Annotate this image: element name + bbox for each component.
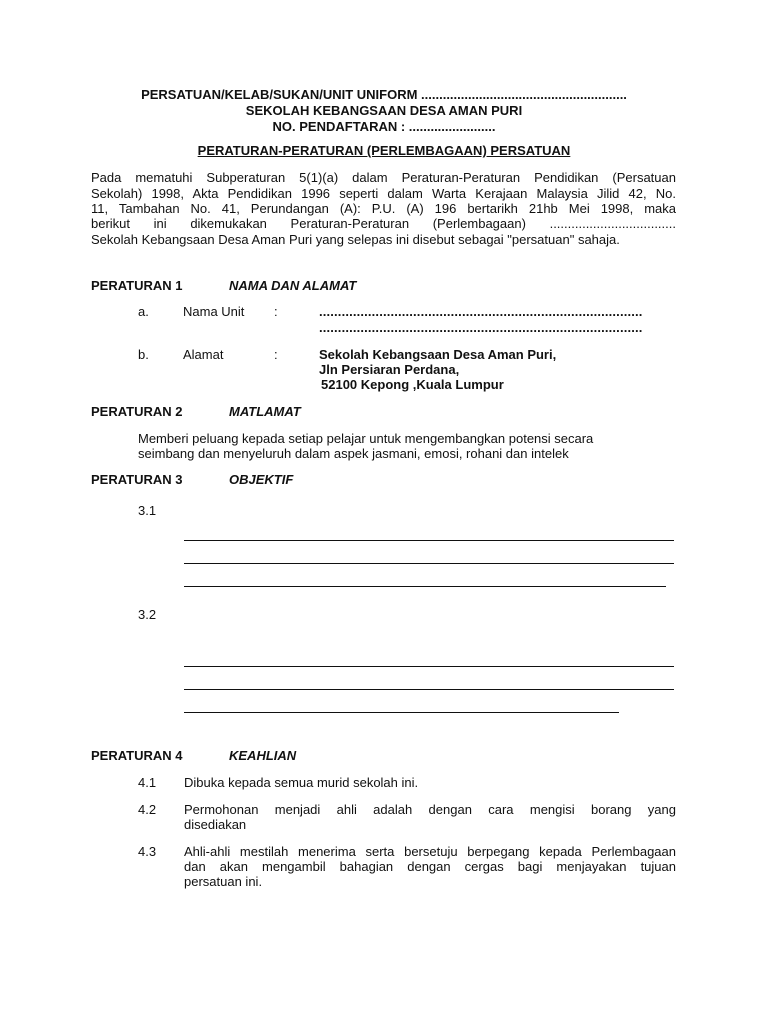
header-registration-number: NO. PENDAFTARAN : ........................ bbox=[272, 119, 496, 134]
membership-4-3-text: dan akan mengambil bahagian dengan cergas bagi menjayakan tujuan bbox=[184, 859, 676, 874]
membership-4-3-text: persatuan ini. bbox=[184, 874, 263, 889]
intro-line: 11, Tambahan No. 41, Perundangan (A): P.U. (A) 196 bertarikh 21hb Mei 1998, maka bbox=[91, 201, 676, 216]
intro-line: Sekolah) 1998, Akta Pendidikan 1996 seperti dalam Warta Kerajaan Malaysia Jilid 42, No. bbox=[91, 186, 676, 201]
header-association-line: PERSATUAN/KELAB/SUKAN/UNIT UNIFORM ......................................................... bbox=[141, 87, 627, 102]
membership-4-1-text: Dibuka kepada semua murid sekolah ini. bbox=[184, 775, 419, 790]
rule-4-title: KEAHLIAN bbox=[229, 748, 297, 763]
intro-line: berikut ini dikemukakan Peraturan-Peraturan (Perlembagaan) ................................... bbox=[91, 216, 676, 231]
membership-4-3-number: 4.3 bbox=[138, 844, 157, 859]
goal-text-line: seimbang dan menyeluruh dalam aspek jasmani, emosi, rohani dan intelek bbox=[138, 446, 569, 461]
rule-1-label: PERATURAN 1 bbox=[91, 278, 183, 293]
document-title bbox=[0, 143, 768, 158]
objective-3-2-number: 3.2 bbox=[138, 607, 157, 622]
objective-blank-line bbox=[184, 563, 674, 564]
objective-blank-line bbox=[184, 586, 666, 587]
unit-name-label: Nama Unit bbox=[183, 304, 245, 319]
document-title-text: PERATURAN-PERATURAN (PERLEMBAGAAN) PERSATUAN bbox=[197, 143, 571, 158]
rule-1-item-b-marker: b. bbox=[138, 347, 149, 362]
rule-3-title: OBJEKTIF bbox=[229, 472, 294, 487]
unit-name-colon: : bbox=[274, 304, 278, 319]
rule-2-title: MATLAMAT bbox=[229, 404, 301, 419]
address-line: Sekolah Kebangsaan Desa Aman Puri, bbox=[319, 347, 557, 362]
header-school-name: SEKOLAH KEBANGSAAN DESA AMAN PURI bbox=[245, 103, 523, 118]
objective-blank-line bbox=[184, 666, 674, 667]
rule-3-label: PERATURAN 3 bbox=[91, 472, 183, 487]
unit-name-blank: ...................................................................................... bbox=[319, 320, 643, 335]
rule-4-label: PERATURAN 4 bbox=[91, 748, 183, 763]
unit-name-blank: ...................................................................................... bbox=[319, 304, 643, 319]
address-label: Alamat bbox=[183, 347, 224, 362]
address-colon: : bbox=[274, 347, 278, 362]
membership-4-1-number: 4.1 bbox=[138, 775, 157, 790]
intro-line: Sekolah Kebangsaan Desa Aman Puri yang selepas ini disebut sebagai "persatuan" sahaja. bbox=[91, 232, 620, 247]
objective-3-1-number: 3.1 bbox=[138, 503, 157, 518]
intro-line: Pada mematuhi Subperaturan 5(1)(a) dalam Peraturan-Peraturan Pendidikan (Persatuan bbox=[91, 170, 676, 185]
rule-1-title: NAMA DAN ALAMAT bbox=[229, 278, 357, 293]
address-line: Jln Persiaran Perdana, bbox=[319, 362, 460, 377]
rule-1-item-a-marker: a. bbox=[138, 304, 149, 319]
rule-2-label: PERATURAN 2 bbox=[91, 404, 183, 419]
membership-4-2-number: 4.2 bbox=[138, 802, 157, 817]
membership-4-2-text: disediakan bbox=[184, 817, 247, 832]
address-line: 52100 Kepong ,Kuala Lumpur bbox=[321, 377, 504, 392]
goal-text-line: Memberi peluang kepada setiap pelajar untuk mengembangkan potensi secara bbox=[138, 431, 594, 446]
membership-4-3-text: Ahli-ahli mestilah menerima serta bersetuju berpegang kepada Perlembagaan bbox=[184, 844, 676, 859]
membership-4-2-text: Permohonan menjadi ahli adalah dengan cara mengisi borang yang bbox=[184, 802, 676, 817]
objective-blank-line bbox=[184, 712, 619, 713]
objective-blank-line bbox=[184, 689, 674, 690]
objective-blank-line bbox=[184, 540, 674, 541]
